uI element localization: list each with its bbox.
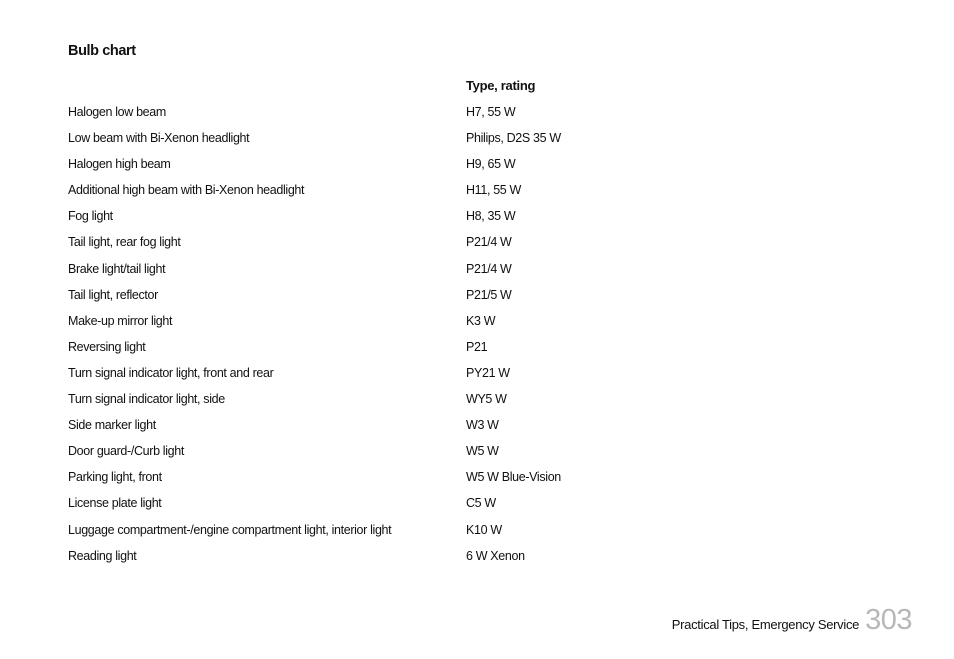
page-number: 303 xyxy=(865,604,912,636)
bulb-type-rating: WY5 W xyxy=(466,392,507,407)
bulb-type-rating: H11, 55 W xyxy=(466,183,521,198)
table-row xyxy=(68,338,768,364)
table-row xyxy=(68,364,768,390)
bulb-type-rating: 6 W Xenon xyxy=(466,548,525,563)
table-row xyxy=(68,547,768,573)
bulb-name: Brake light/tail light xyxy=(68,261,166,276)
bulb-name: Additional high beam with Bi-Xenon headlight xyxy=(68,183,305,198)
bulb-name: Halogen high beam xyxy=(68,157,171,172)
bulb-type-rating: Philips, D2S 35 W xyxy=(466,131,561,146)
table-row xyxy=(68,494,768,520)
type-rating-column-header: Type, rating xyxy=(466,78,536,93)
table-row xyxy=(68,155,768,181)
table-row xyxy=(68,286,768,312)
bulb-type-rating: H8, 35 W xyxy=(466,209,516,224)
table-row xyxy=(68,390,768,416)
table-row xyxy=(68,129,768,155)
bulb-name: Tail light, reflector xyxy=(68,287,158,302)
bulb-name: Fog light xyxy=(68,209,113,224)
bulb-type-rating: K3 W xyxy=(466,313,496,328)
table-row xyxy=(68,468,768,494)
bulb-name: Reversing light xyxy=(68,339,146,354)
bulb-name: Side marker light xyxy=(68,418,156,433)
table-row xyxy=(68,207,768,233)
bulb-name: Luggage compartment-/engine compartment light, interior light xyxy=(68,522,392,537)
page-title: Bulb chart xyxy=(68,43,136,59)
table-row xyxy=(68,312,768,338)
footer-section-name: Practical Tips, Emergency Service xyxy=(671,617,860,632)
bulb-name: Tail light, rear fog light xyxy=(68,235,181,250)
bulb-type-rating: PY21 W xyxy=(466,365,510,380)
bulb-type-rating: P21/4 W xyxy=(466,235,512,250)
bulb-name: Halogen low beam xyxy=(68,105,166,119)
bulb-table xyxy=(68,103,768,573)
bulb-type-rating: W3 W xyxy=(466,418,499,433)
table-row xyxy=(68,521,768,547)
bulb-type-rating: P21 xyxy=(466,339,488,354)
bulb-name: Turn signal indicator light, side xyxy=(68,392,225,407)
bulb-type-rating: W5 W xyxy=(466,444,499,459)
table-row xyxy=(68,103,768,129)
bulb-type-rating: P21/5 W xyxy=(466,287,512,302)
bulb-name: License plate light xyxy=(68,496,162,511)
bulb-name: Door guard-/Curb light xyxy=(68,444,184,459)
bulb-name: Parking light, front xyxy=(68,470,162,485)
bulb-type-rating: H9, 65 W xyxy=(466,157,516,172)
table-row xyxy=(68,260,768,286)
table-row xyxy=(68,181,768,207)
bulb-type-rating: W5 W Blue-Vision xyxy=(466,470,561,485)
page-footer xyxy=(672,604,912,637)
bulb-name: Reading light xyxy=(68,548,137,563)
table-row xyxy=(68,233,768,259)
bulb-type-rating: H7, 55 W xyxy=(466,105,516,119)
table-row xyxy=(68,442,768,468)
table-row xyxy=(68,416,768,442)
bulb-type-rating: P21/4 W xyxy=(466,261,512,276)
bulb-name: Low beam with Bi-Xenon headlight xyxy=(68,131,250,146)
bulb-name: Turn signal indicator light, front and rear xyxy=(68,365,274,380)
bulb-type-rating: C5 W xyxy=(466,496,496,511)
bulb-type-rating: K10 W xyxy=(466,522,502,537)
bulb-name: Make-up mirror light xyxy=(68,313,173,328)
